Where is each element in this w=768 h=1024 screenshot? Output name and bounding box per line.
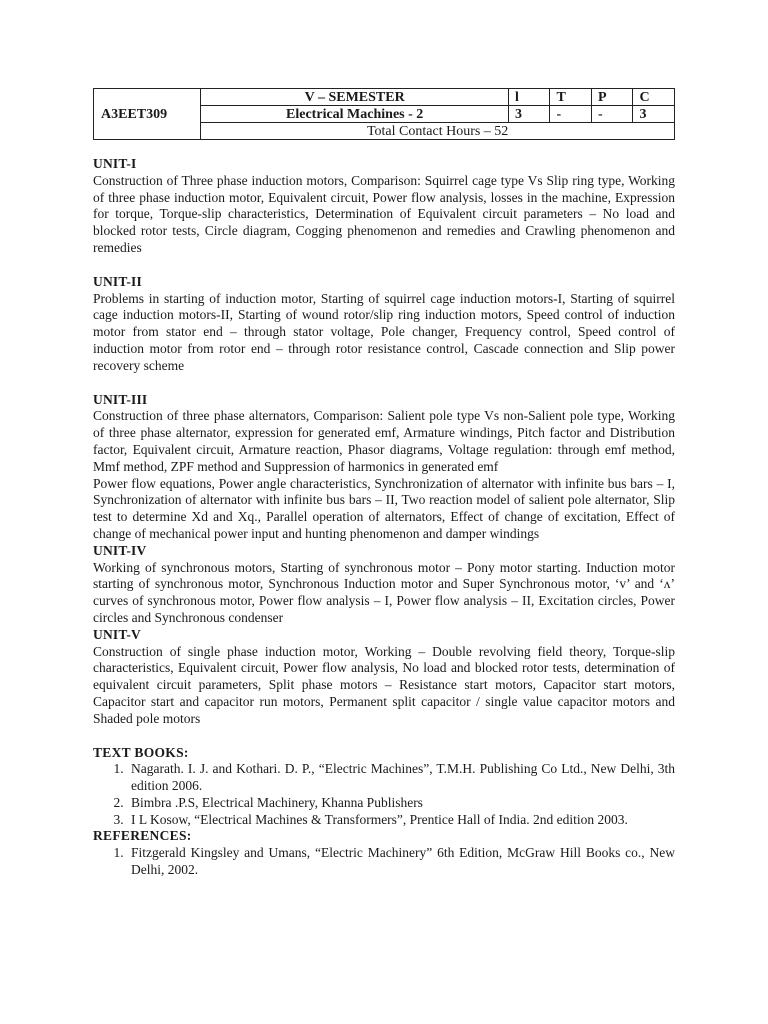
section-spacer [93, 728, 675, 745]
unit-heading: UNIT-V [93, 626, 141, 642]
unit-paragraph: Working of synchronous motors, Starting of synchronous motor – Pony motor starting. Induction motor starting of synchronous motor, Synchronous Induction motor and Super Synchronous motor, ‘v’ and ‘ʌ’ curves of synchronous motor, Power flow analysis – I, Power flow analysis – II, Excitation circles, Power circles and Synchronous condenser [93, 559, 675, 625]
course-code: A3EET309 [94, 89, 201, 140]
ltpc-header-p: P [591, 89, 632, 106]
unit-3-section [93, 392, 675, 543]
ltpc-header-l: l [509, 89, 550, 106]
syllabus-content [93, 156, 675, 879]
course-info-table [93, 88, 675, 140]
contact-hours: Total Contact Hours – 52 [201, 123, 675, 140]
unit-5-section [93, 627, 675, 728]
section-spacer [93, 375, 675, 392]
unit-4-section [93, 543, 675, 627]
unit-heading: UNIT-IV [93, 542, 147, 558]
unit-heading: UNIT-II [93, 273, 142, 289]
references-heading: REFERENCES: [93, 828, 192, 844]
ltpc-value-c: 3 [633, 106, 675, 123]
unit-paragraph: Construction of three phase alternators, Comparison: Salient pole type Vs non-Salient pole type, Working of three phase alternator, expression for generated emf, Armature windings, Pitch factor and Distribution factor, Equivalent circuit, Armature reaction, Phasor diagrams, Voltage regulation: through emf method, Mmf method, ZPF method and Suppression of harmonics in generated emf [93, 408, 675, 474]
ltpc-header-t: T [550, 89, 592, 106]
text-book-item: 2. Bimbra .P.S, Electrical Machinery, Khanna Publishers [127, 795, 675, 812]
references-list [93, 845, 675, 879]
unit-2-section [93, 274, 675, 375]
reference-item: 1. Fitzgerald Kingsley and Umans, “Electric Machinery” 6th Edition, McGraw Hill Books co., New Delhi, 2002. [127, 845, 675, 879]
unit-paragraph: Construction of single phase induction motor, Working – Double revolving field theory, Torque-slip characteristics, Equivalent circuit, Power flow analysis, No load and blocked rotor tests, determination of equivalent circuit parameters, Split phase motors – Resistance start motors, Capacitor start motors, Capacitor start and capacitor run motors, Permanent split capacitor / single value capacitor motors and Shaded pole motors [93, 643, 675, 726]
text-book-item: 3. I L Kosow, “Electrical Machines & Transformers”, Prentice Hall of India. 2nd edition 2003. [127, 812, 675, 829]
references-section [93, 828, 675, 878]
semester-label: V – SEMESTER [201, 89, 509, 106]
text-books-list [93, 761, 675, 828]
text-books-section [93, 745, 675, 829]
unit-paragraph: Construction of Three phase induction motors, Comparison: Squirrel cage type Vs Slip ring type, Working of three phase induction motor, Equivalent circuit, Power flow analysis, losses in the machine, Expression for torque, Torque-slip characteristics, Determination of Equivalent circuit parameters – No load and blocked rotor tests, Circle diagram, Cogging phenomenon and remedies and Crawling phenomenon and remedies [93, 172, 675, 255]
course-title: Electrical Machines - 2 [201, 106, 509, 123]
ltpc-value-p: - [591, 106, 632, 123]
section-spacer [93, 257, 675, 274]
unit-paragraph: Problems in starting of induction motor, Starting of squirrel cage induction motors-I, Starting of squirrel cage induction motors-II, Starting of wound rotor/slip ring induction motors, Speed control of induction motor from stator end – through stator voltage, Pole changer, Frequency control, Speed control of induction motor from rotor end – through rotor resistance control, Cascade connection and Slip power recovery scheme [93, 290, 675, 373]
ltpc-value-l: 3 [509, 106, 550, 123]
ltpc-value-t: - [550, 106, 592, 123]
text-book-item: 1. Nagarath. I. J. and Kothari. D. P., “Electric Machines”, T.M.H. Publishing Co Ltd., New Delhi, 3th edition 2006. [127, 761, 675, 795]
unit-paragraph: Power flow equations, Power angle characteristics, Synchronization of alternator with infinite bus bars – I, Synchronization of alternator with infinite bus bars – II, Two reaction model of salient pole alternator, Slip test to determine Xd and Xq., Parallel operation of alternators, Effect of change of excitation, Effect of change of mechanical power input and hunting phenomenon and damper windings [93, 475, 675, 541]
text-books-heading: TEXT BOOKS: [93, 744, 189, 760]
course-header-row [94, 89, 675, 106]
ltpc-header-c: C [633, 89, 675, 106]
unit-heading: UNIT-III [93, 391, 148, 407]
unit-1-section [93, 156, 675, 257]
unit-heading: UNIT-I [93, 156, 137, 171]
